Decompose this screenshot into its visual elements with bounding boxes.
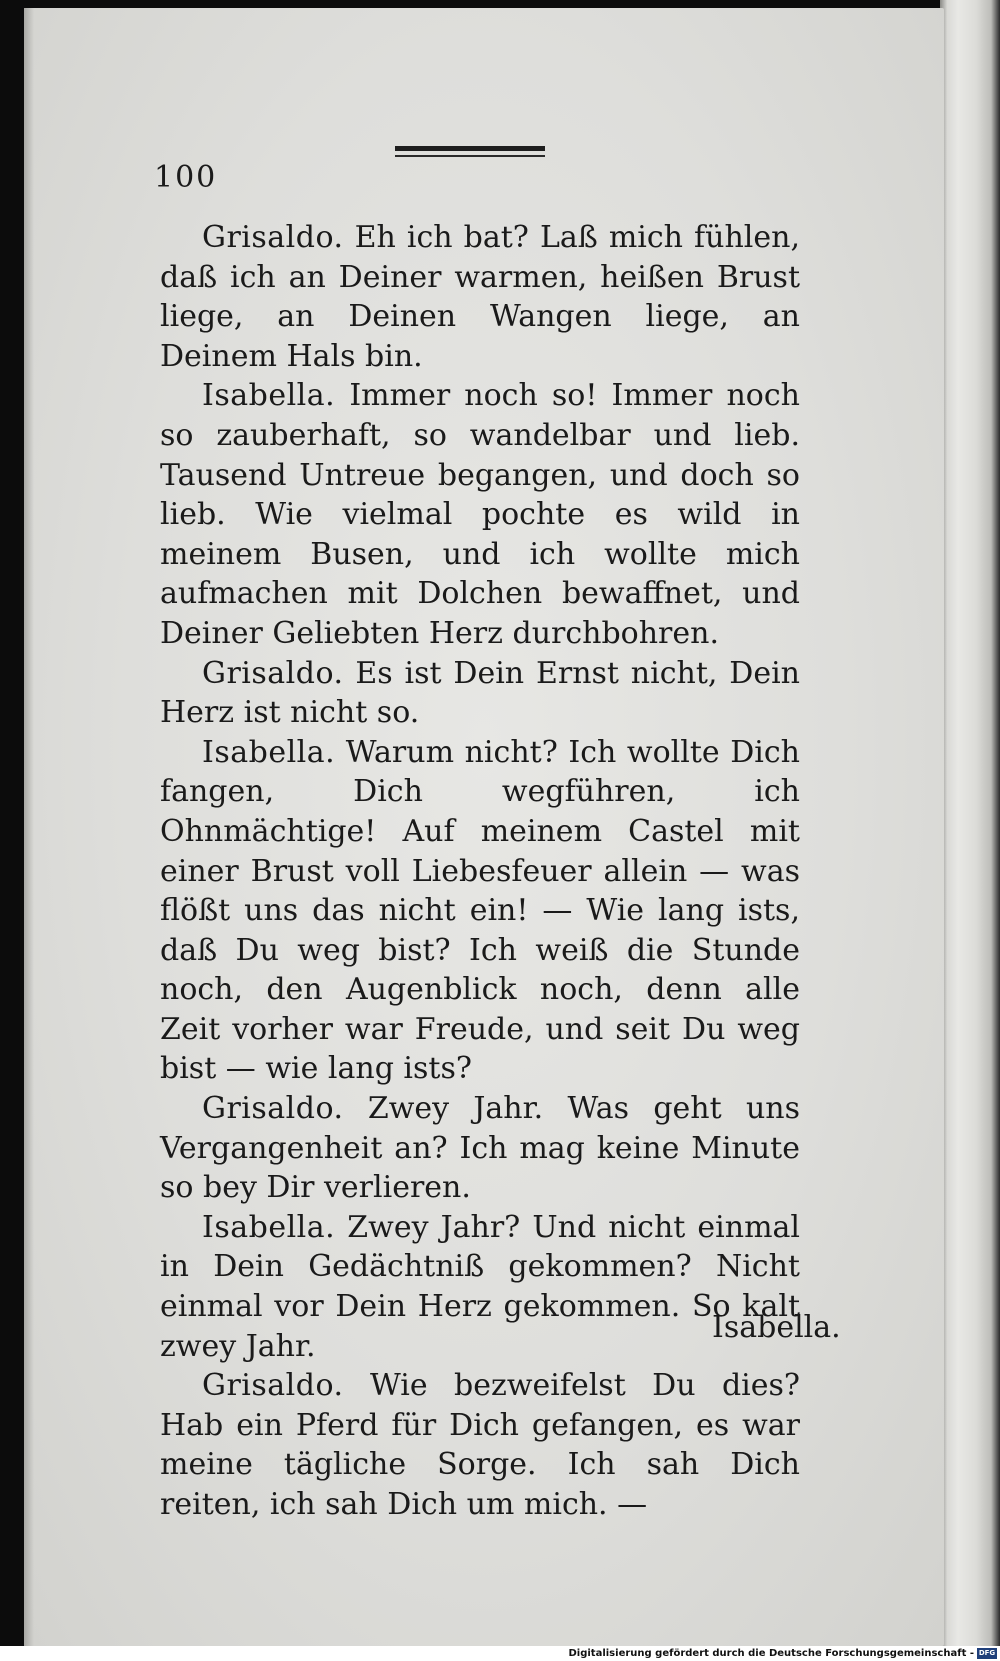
speech-text: Immer noch so! Immer noch so zauberhaft, so wandelbar und lieb. Tausend Untreue begangen, und doch so lieb. Wie vielmal pochte es wild in meinem Busen, und ich wollte mich aufmachen mit Dolchen bewaffnet, und Deiner Geliebten Herz durchbohren. xyxy=(160,378,800,651)
speaker-name: Isabella. xyxy=(202,378,336,414)
paragraph xyxy=(160,376,800,653)
page-shadow xyxy=(24,8,34,1646)
paragraph xyxy=(160,1366,800,1524)
paragraph xyxy=(160,1089,800,1208)
catchword: Isabella. xyxy=(712,1310,841,1345)
paragraph xyxy=(160,733,800,1089)
digitization-footer xyxy=(0,1646,1000,1661)
adjacent-page-edge xyxy=(940,0,1000,1655)
speech-text: Es ist Dein Ernst nicht, Dein Herz ist nicht so. xyxy=(160,655,800,731)
header-rule-thick xyxy=(395,146,545,151)
paragraph xyxy=(160,1208,800,1366)
header-rule xyxy=(395,146,545,158)
footer-credit: Digitalisierung gefördert durch die Deutsche Forschungsgemeinschaft - xyxy=(568,1648,974,1659)
speaker-name: Grisaldo. xyxy=(202,220,344,255)
speech-text: Warum nicht? Ich wollte Dich fangen, Dich wegführen, ich Ohnmächtige! Auf meinem Castel mit einer Brust voll Liebesfeuer allein — was flößt uns das nicht ein! — Wie lang ists, daß Du weg bist? Ich weiß die Stunde noch, den Augenblick noch, denn alle Zeit vorher war Freude, und seit Du weg bist — wie lang ists? xyxy=(160,734,801,1087)
speaker-name: Isabella. xyxy=(202,734,336,770)
speech-text: Zwey Jahr. Was geht uns Vergangenheit an? Ich mag keine Minute so bey Dir verlieren. xyxy=(160,1091,800,1206)
speech-text: Eh ich bat? Laß mich fühlen, daß ich an Deiner warmen, heißen Brust liege, an Deinen Wangen liege, an Deinem Hals bin. xyxy=(160,220,801,374)
speaker-name: Isabella. xyxy=(202,1209,336,1245)
page-number: 100 xyxy=(154,160,218,195)
text-body xyxy=(160,218,800,1525)
speech-text: Wie bezweifelst Du dies? Hab ein Pferd für Dich gefangen, es war meine tägliche Sorge. Ich sah Dich reiten, ich sah Dich um mich. — xyxy=(160,1368,800,1522)
speech-text: Zwey Jahr? Und nicht einmal in Dein Gedächtniß gekommen? Nicht einmal vor Dein Herz gekommen. So kalt zwey Jahr. xyxy=(160,1209,801,1364)
header-rule-thin xyxy=(395,155,545,157)
paragraph xyxy=(160,654,800,733)
dfg-logo-icon: DFG xyxy=(978,1649,996,1657)
paragraph xyxy=(160,218,800,376)
speaker-name: Grisaldo. xyxy=(202,655,344,691)
speaker-name: Grisaldo. xyxy=(202,1368,344,1404)
speaker-name: Grisaldo. xyxy=(202,1091,344,1127)
